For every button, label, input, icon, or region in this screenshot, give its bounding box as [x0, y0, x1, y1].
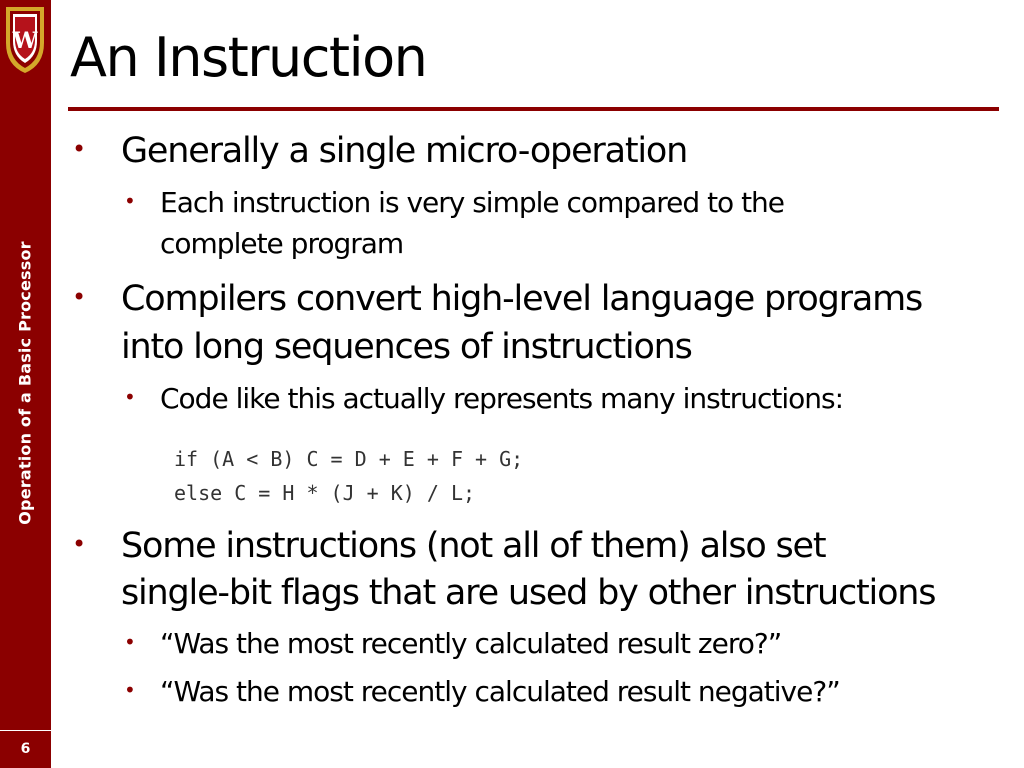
title-underline — [68, 107, 999, 111]
page-number-divider — [0, 730, 51, 731]
bullet-2-sub-1-text: Code like this actually represents many instructions: — [160, 382, 844, 415]
crest-letter: W — [12, 28, 38, 54]
bullet-dot: • — [72, 135, 87, 163]
sub-bullet-dot: • — [124, 189, 136, 213]
bullet-2-line-2: into long sequences of instructions — [121, 327, 692, 367]
sub-bullet-dot: • — [124, 385, 136, 409]
bullet-3-sub-2-text: “Was the most recently calculated result negative?” — [160, 675, 840, 708]
bullet-1-sub-1-line-2: complete program — [160, 227, 404, 260]
bullet-dot: • — [72, 530, 87, 558]
bullet-3-line-2: single-bit flags that are used by other instructions — [121, 573, 936, 613]
bullet-1-sub-1-line-1: Each instruction is very simple compared to the — [160, 186, 785, 219]
sub-bullet-dot: • — [124, 678, 136, 702]
sidebar-title: Operation of a Basic Processor — [15, 241, 35, 525]
sidebar — [0, 0, 51, 768]
page-number: 6 — [20, 741, 31, 757]
code-line-2: else C = H * (J + K) / L; — [174, 481, 476, 505]
bullet-1-text: Generally a single micro-operation — [121, 131, 688, 171]
bullet-2-line-1: Compilers convert high-level language programs — [121, 279, 923, 319]
bullet-3-line-1: Some instructions (not all of them) also set — [121, 526, 826, 566]
sub-bullet-dot: • — [124, 630, 136, 654]
slide-title: An Instruction — [70, 26, 427, 89]
university-crest-logo — [3, 3, 47, 75]
bullet-dot: • — [72, 283, 87, 311]
bullet-3-sub-1-text: “Was the most recently calculated result zero?” — [160, 627, 782, 660]
code-line-1: if (A < B) C = D + E + F + G; — [174, 447, 524, 471]
